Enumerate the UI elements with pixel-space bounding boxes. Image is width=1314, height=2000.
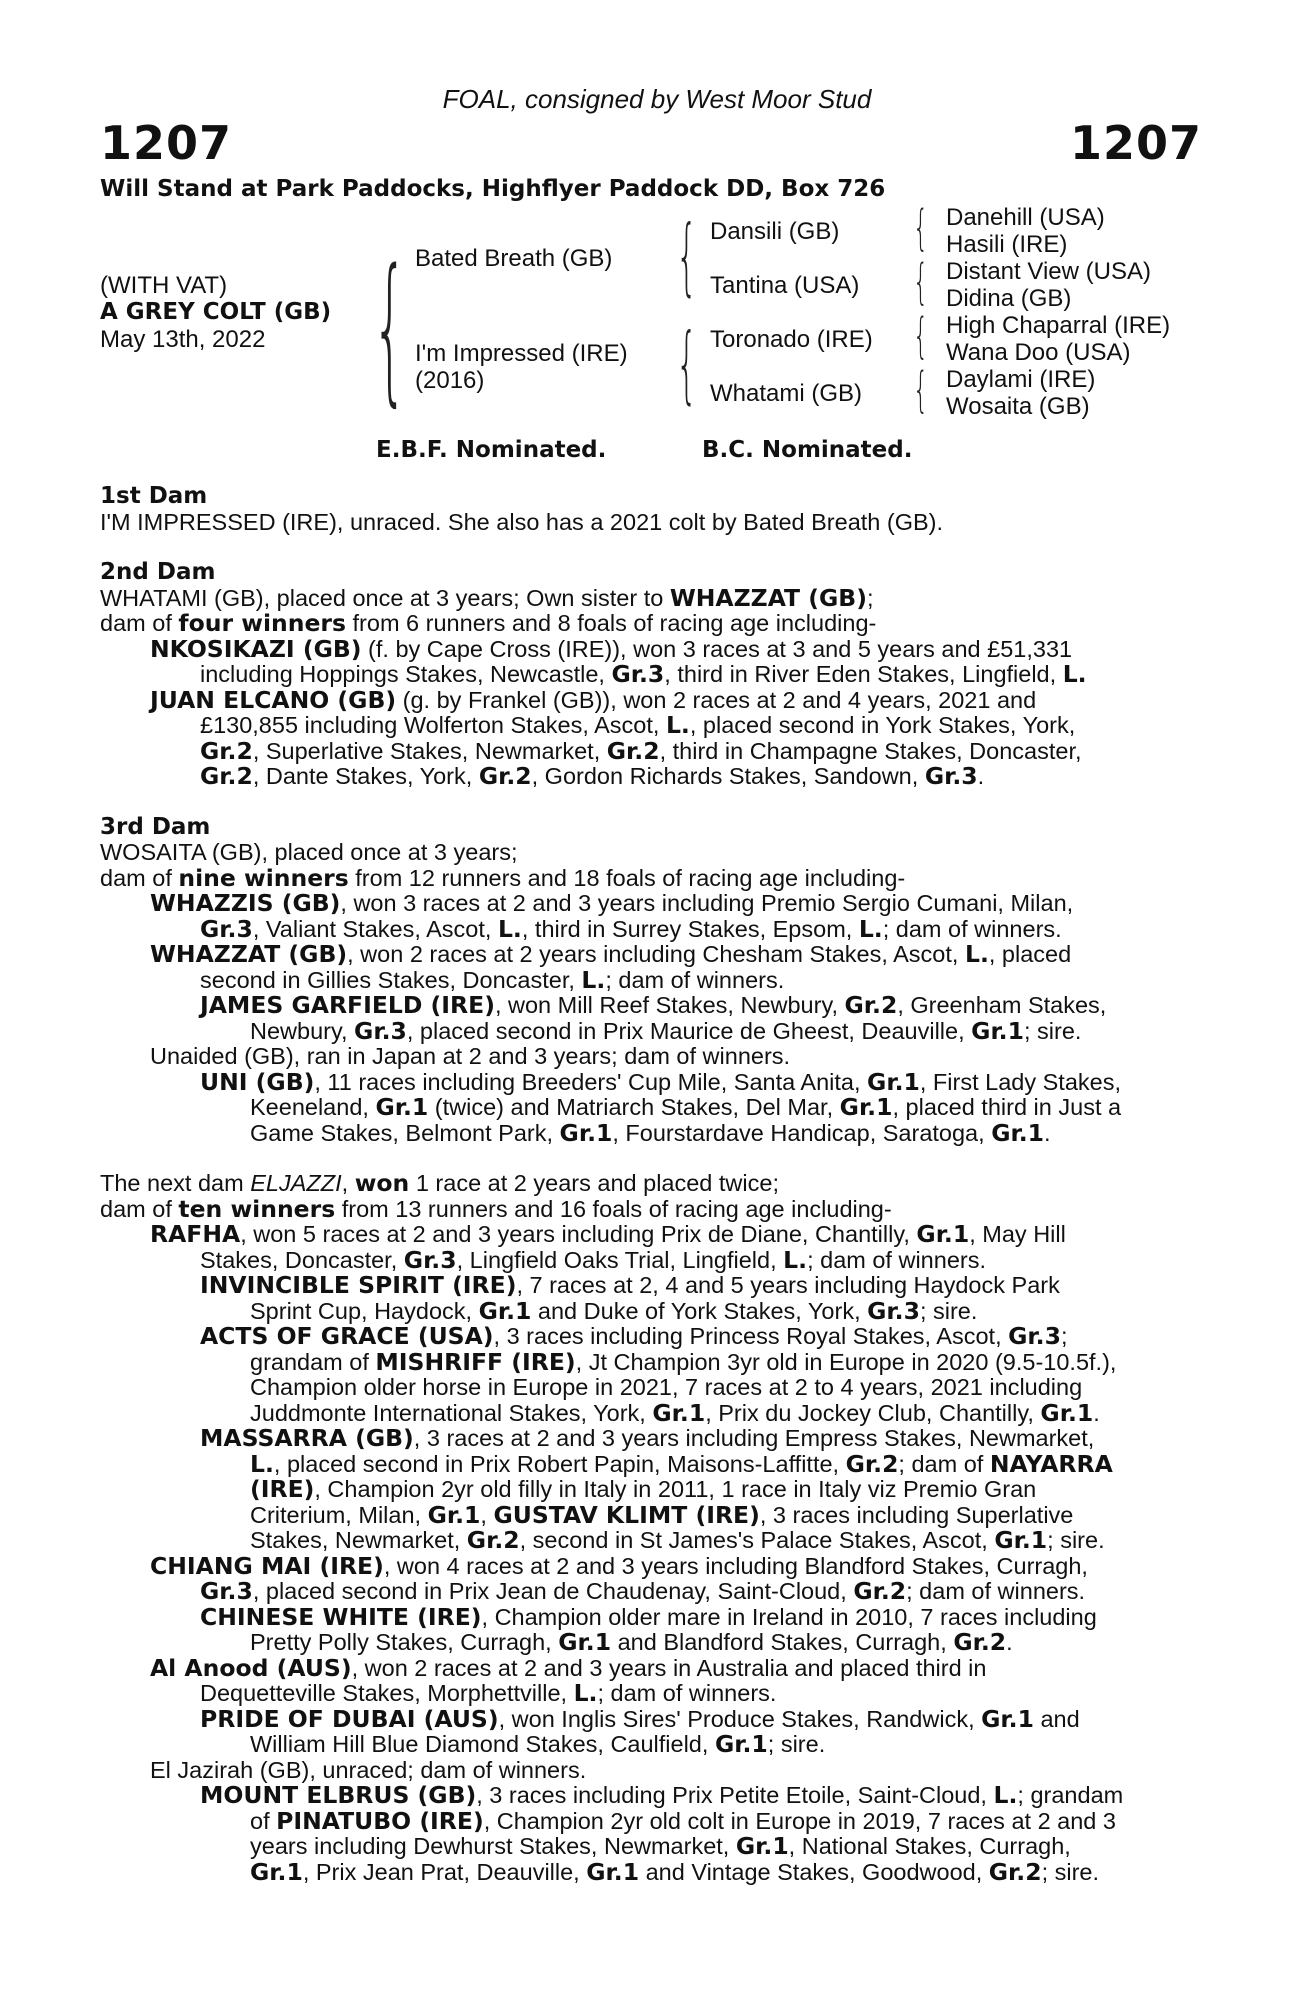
first-dam-text: I'M IMPRESSED (IRE), unraced. She also has a 2021 colt by Bated Breath (GB). <box>100 508 944 535</box>
produce-mount-elbrus: MOUNT ELBRUS (GB), 3 races including Prix Petite Etoile, Saint-Cloud, L.; grandam of PINATUBO (IRE), Champion 2yr old colt in Europe in 2019, 7 races at 2 and 3 years including Dewhurst Stakes, Newmarket, Gr.1, National Stakes, Curragh, Gr.1, Prix Jean Prat, Deauville, Gr.1 and Vintage Stakes, Goodwood, Gr.2; sire. <box>200 1781 1124 1886</box>
next-dam-produce-line: dam of ten winners from 13 runners and 16 foals of racing age including- <box>100 1194 892 1223</box>
produce-al-anood: Al Anood (AUS), won 2 races at 2 and 3 years in Australia and placed third in Dequetteville Stakes, Morphettville, L.; dam of winners. <box>150 1653 987 1707</box>
produce-uni: UNI (GB), 11 races including Breeders' Cup Mile, Santa Anita, Gr.1, First Lady Stakes, Keeneland, Gr.1 (twice) and Matriarch Stakes, Del Mar, Gr.1, placed third in Just a Game Stakes, Belmont Park, Gr.1, Fourstardave Handicap, Saratoga, Gr.1. <box>200 1067 1122 1147</box>
produce-chinese-white: CHINESE WHITE (IRE), Champion older mare in Ireland in 2010, 7 races including Pretty Polly Stakes, Curragh, Gr.1 and Blandford Stakes, Curragh, Gr.2. <box>200 1602 1097 1656</box>
granddam-1: Hasili (IRE) <box>946 231 1068 258</box>
catalogue-body <box>100 484 1206 1885</box>
dam-sire: Toronado (IRE) <box>710 326 873 353</box>
pedigree-brace-g2: { <box>913 254 929 310</box>
produce-massarra: MASSARRA (GB), 3 races at 2 and 3 years including Empress Stakes, Newmarket, L., placed second in Prix Robert Papin, Maisons-Laffitte, Gr.2; dam of NAYARRA (IRE), Champion 2yr old filly in Italy in 2011, 1 race in Italy viz Premio Gran Criterium, Milan, Gr.1, GUSTAV KLIMT (IRE), 3 races including Superlative Stakes, Newmarket, Gr.2, second in St James's Palace Stakes, Ascot, Gr.1; sire. <box>200 1424 1113 1554</box>
produce-james-garfield: JAMES GARFIELD (IRE), won Mill Reef Stakes, Newbury, Gr.2, Greenham Stakes, Newbury, Gr.3, placed second in Prix Maurice de Gheest, Deauville, Gr.1; sire. <box>200 991 1107 1045</box>
pedigree-brace-g1: { <box>913 200 929 256</box>
granddam-2: Didina (GB) <box>946 285 1072 312</box>
pedigree-brace-g4: { <box>913 362 929 418</box>
produce-whazzis: WHAZZIS (GB), won 3 races at 2 and 3 years including Premio Sergio Cumani, Milan, Gr.3, Valiant Stakes, Ascot, L., third in Surrey Stakes, Epsom, L.; dam of winners. <box>150 889 1074 943</box>
first-dam-heading: 1st Dam <box>100 483 208 509</box>
next-dam-line: The next dam ELJAZZI, won 1 race at 2 years and placed twice; <box>100 1169 779 1197</box>
produce-invincible-spirit: INVINCIBLE SPIRIT (IRE), 7 races at 2, 4 and 5 years including Haydock Park Sprint Cup, Haydock, Gr.1 and Duke of York Stakes, York, Gr.3; sire. <box>200 1271 1060 1325</box>
third-dam-produce-line: dam of nine winners from 12 runners and 18 foals of racing age including- <box>100 863 906 892</box>
foaling-date: May 13th, 2022 <box>100 326 266 353</box>
bc-nomination: B.C. Nominated. <box>702 437 913 463</box>
dam-name: I'm Impressed (IRE) <box>415 340 628 367</box>
grandsire-3: High Chaparral (IRE) <box>946 312 1171 339</box>
second-dam-heading: 2nd Dam <box>100 559 216 585</box>
produce-acts-of-grace: ACTS OF GRACE (USA), 3 races including Princess Royal Stakes, Ascot, Gr.3; grandam of MISHRIFF (IRE), Jt Champion 3yr old in Europe in 2020 (9.5-10.5f.), Champion older horse in Europe in 2021, 7 races at 2 to 4 years, 2021 including Juddmonte International Stakes, York, Gr.1, Prix du Jockey Club, Chantilly, Gr.1. <box>200 1322 1117 1427</box>
stand-location: Will Stand at Park Paddocks, Highflyer Paddock DD, Box 726 <box>100 176 886 202</box>
grandsire-1: Danehill (USA) <box>946 204 1105 231</box>
third-dam-line: WOSAITA (GB), placed once at 3 years; <box>100 839 518 865</box>
horse-name: A GREY COLT (GB) <box>100 299 332 325</box>
grandsire-4: Daylami (IRE) <box>946 366 1096 393</box>
third-dam-heading: 3rd Dam <box>100 813 211 840</box>
lot-number-left: 1207 <box>100 116 233 170</box>
sire-dam: Tantina (USA) <box>710 272 860 299</box>
vat-note: (WITH VAT) <box>100 272 228 299</box>
produce-unaided: Unaided (GB), ran in Japan at 2 and 3 years; dam of winners. <box>150 1043 791 1069</box>
produce-pride-of-dubai: PRIDE OF DUBAI (AUS), won Inglis Sires' Produce Stakes, Randwick, Gr.1 and William Hill Blue Diamond Stakes, Caulfield, Gr.1; sire. <box>200 1704 1080 1758</box>
sire-sire: Dansili (GB) <box>710 218 840 245</box>
pedigree-brace-main: { <box>372 234 408 421</box>
produce-nkosikazi: NKOSIKAZI (GB) (f. by Cape Cross (IRE)), won 3 races at 3 and 5 years and £51,331 including Hoppings Stakes, Newcastle, Gr.3, third in River Eden Stakes, Lingfield, L. <box>150 634 1087 688</box>
pedigree-brace-sire: { <box>676 207 698 305</box>
produce-el-jazirah: El Jazirah (GB), unraced; dam of winners. <box>150 1756 587 1783</box>
dam-dam: Whatami (GB) <box>710 380 863 407</box>
ebf-nomination: E.B.F. Nominated. <box>376 437 607 463</box>
produce-juan-elcano: JUAN ELCANO (GB) (g. by Frankel (GB)), won 2 races at 2 and 4 years, 2021 and £130,855 including Wolferton Stakes, Ascot, L., placed second in York Stakes, York, Gr.2, Superlative Stakes, Newmarket, Gr.2, third in Champagne Stakes, Doncaster, Gr.2, Dante Stakes, York, Gr.2, Gordon Richards Stakes, Sandown, Gr.3. <box>150 685 1082 790</box>
granddam-4: Wosaita (GB) <box>946 393 1090 420</box>
pedigree-brace-g3: { <box>913 308 929 364</box>
pedigree-brace-dam: { <box>676 315 698 413</box>
grandsire-2: Distant View (USA) <box>946 258 1151 285</box>
granddam-3: Wana Doo (USA) <box>946 339 1131 366</box>
lot-number-right: 1207 <box>1069 116 1202 170</box>
dam-year: (2016) <box>415 367 485 394</box>
produce-whazzat: WHAZZAT (GB), won 2 races at 2 years including Chesham Stakes, Ascot, L., placed second in Gillies Stakes, Doncaster, L.; dam of winners. <box>150 940 1072 994</box>
consignor-line: FOAL, consigned by West Moor Stud <box>442 84 872 114</box>
produce-chiang-mai: CHIANG MAI (IRE), won 4 races at 2 and 3 years including Blandford Stakes, Curragh, Gr.3, placed second in Prix Jean de Chaudenay, Saint-Cloud, Gr.2; dam of winners. <box>150 1551 1088 1605</box>
sire-name: Bated Breath (GB) <box>415 245 613 272</box>
second-dam-produce-line: dam of four winners from 6 runners and 8 foals of racing age including- <box>100 609 877 637</box>
produce-rafha: RAFHA, won 5 races at 2 and 3 years including Prix de Diane, Chantilly, Gr.1, May Hill Stakes, Doncaster, Gr.3, Lingfield Oaks Trial, Lingfield, L.; dam of winners. <box>150 1220 1066 1274</box>
second-dam-line: WHATAMI (GB), placed once at 3 years; Own sister to WHAZZAT (GB); <box>100 583 874 612</box>
